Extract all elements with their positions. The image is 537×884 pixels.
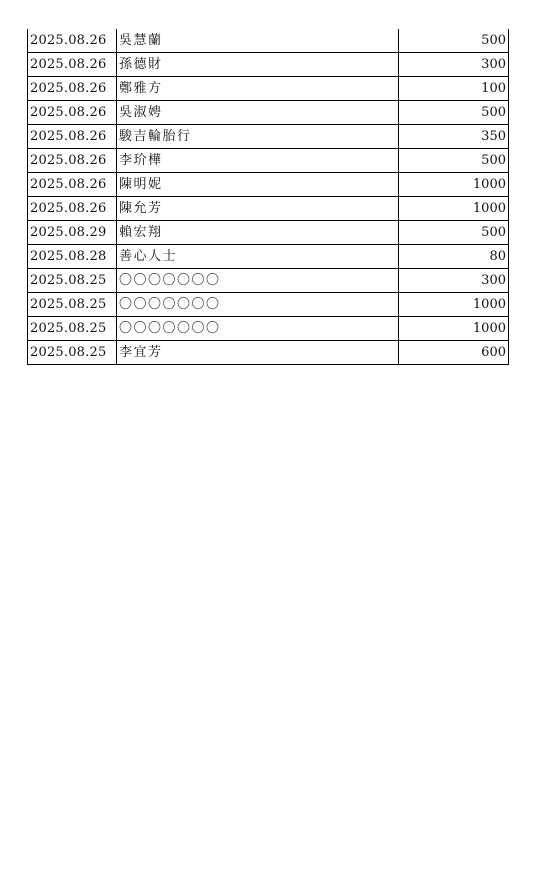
table-row: [28, 173, 509, 197]
date-cell: 2025.08.26: [28, 29, 117, 53]
amount-cell: 600: [399, 341, 509, 365]
date-cell: 2025.08.26: [28, 77, 117, 101]
amount-cell: 80: [399, 245, 509, 269]
donation-table: [27, 29, 509, 365]
date-cell: 2025.08.25: [28, 269, 117, 293]
table-row: [28, 341, 509, 365]
table-row: [28, 53, 509, 77]
table-row: [28, 293, 509, 317]
amount-cell: 300: [399, 53, 509, 77]
amount-cell: 1000: [399, 317, 509, 341]
donor-name-cell: 駿吉輪胎行: [117, 125, 399, 149]
table-row: [28, 29, 509, 53]
donor-name-cell: 賴宏翔: [117, 221, 399, 245]
table-row: [28, 317, 509, 341]
table-row: [28, 101, 509, 125]
date-cell: 2025.08.26: [28, 197, 117, 221]
amount-cell: 500: [399, 149, 509, 173]
date-cell: 2025.08.25: [28, 341, 117, 365]
donor-name-cell: 陳允芳: [117, 197, 399, 221]
table-row: [28, 221, 509, 245]
donor-name-cell: 陳明妮: [117, 173, 399, 197]
date-cell: 2025.08.26: [28, 173, 117, 197]
donor-name-cell: 李玠樺: [117, 149, 399, 173]
donor-name-cell: 〇〇〇〇〇〇〇: [117, 269, 399, 293]
donation-table-body: [28, 29, 509, 365]
amount-cell: 500: [399, 221, 509, 245]
amount-cell: 1000: [399, 173, 509, 197]
donor-name-cell: 〇〇〇〇〇〇〇: [117, 293, 399, 317]
donor-name-cell: 吳淑娉: [117, 101, 399, 125]
donor-name-cell: 善心人士: [117, 245, 399, 269]
table-row: [28, 269, 509, 293]
amount-cell: 500: [399, 101, 509, 125]
table-row: [28, 245, 509, 269]
table-row: [28, 125, 509, 149]
amount-cell: 1000: [399, 197, 509, 221]
donor-name-cell: 李宜芳: [117, 341, 399, 365]
table-row: [28, 197, 509, 221]
amount-cell: 350: [399, 125, 509, 149]
donor-name-cell: 吳慧蘭: [117, 29, 399, 53]
date-cell: 2025.08.26: [28, 125, 117, 149]
date-cell: 2025.08.29: [28, 221, 117, 245]
date-cell: 2025.08.26: [28, 149, 117, 173]
date-cell: 2025.08.25: [28, 317, 117, 341]
date-cell: 2025.08.26: [28, 101, 117, 125]
date-cell: 2025.08.25: [28, 293, 117, 317]
amount-cell: 100: [399, 77, 509, 101]
date-cell: 2025.08.26: [28, 53, 117, 77]
amount-cell: 500: [399, 29, 509, 53]
table-row: [28, 77, 509, 101]
donor-name-cell: 孫德財: [117, 53, 399, 77]
table-row: [28, 149, 509, 173]
donor-name-cell: 〇〇〇〇〇〇〇: [117, 317, 399, 341]
donor-name-cell: 鄭雅方: [117, 77, 399, 101]
amount-cell: 300: [399, 269, 509, 293]
amount-cell: 1000: [399, 293, 509, 317]
date-cell: 2025.08.28: [28, 245, 117, 269]
